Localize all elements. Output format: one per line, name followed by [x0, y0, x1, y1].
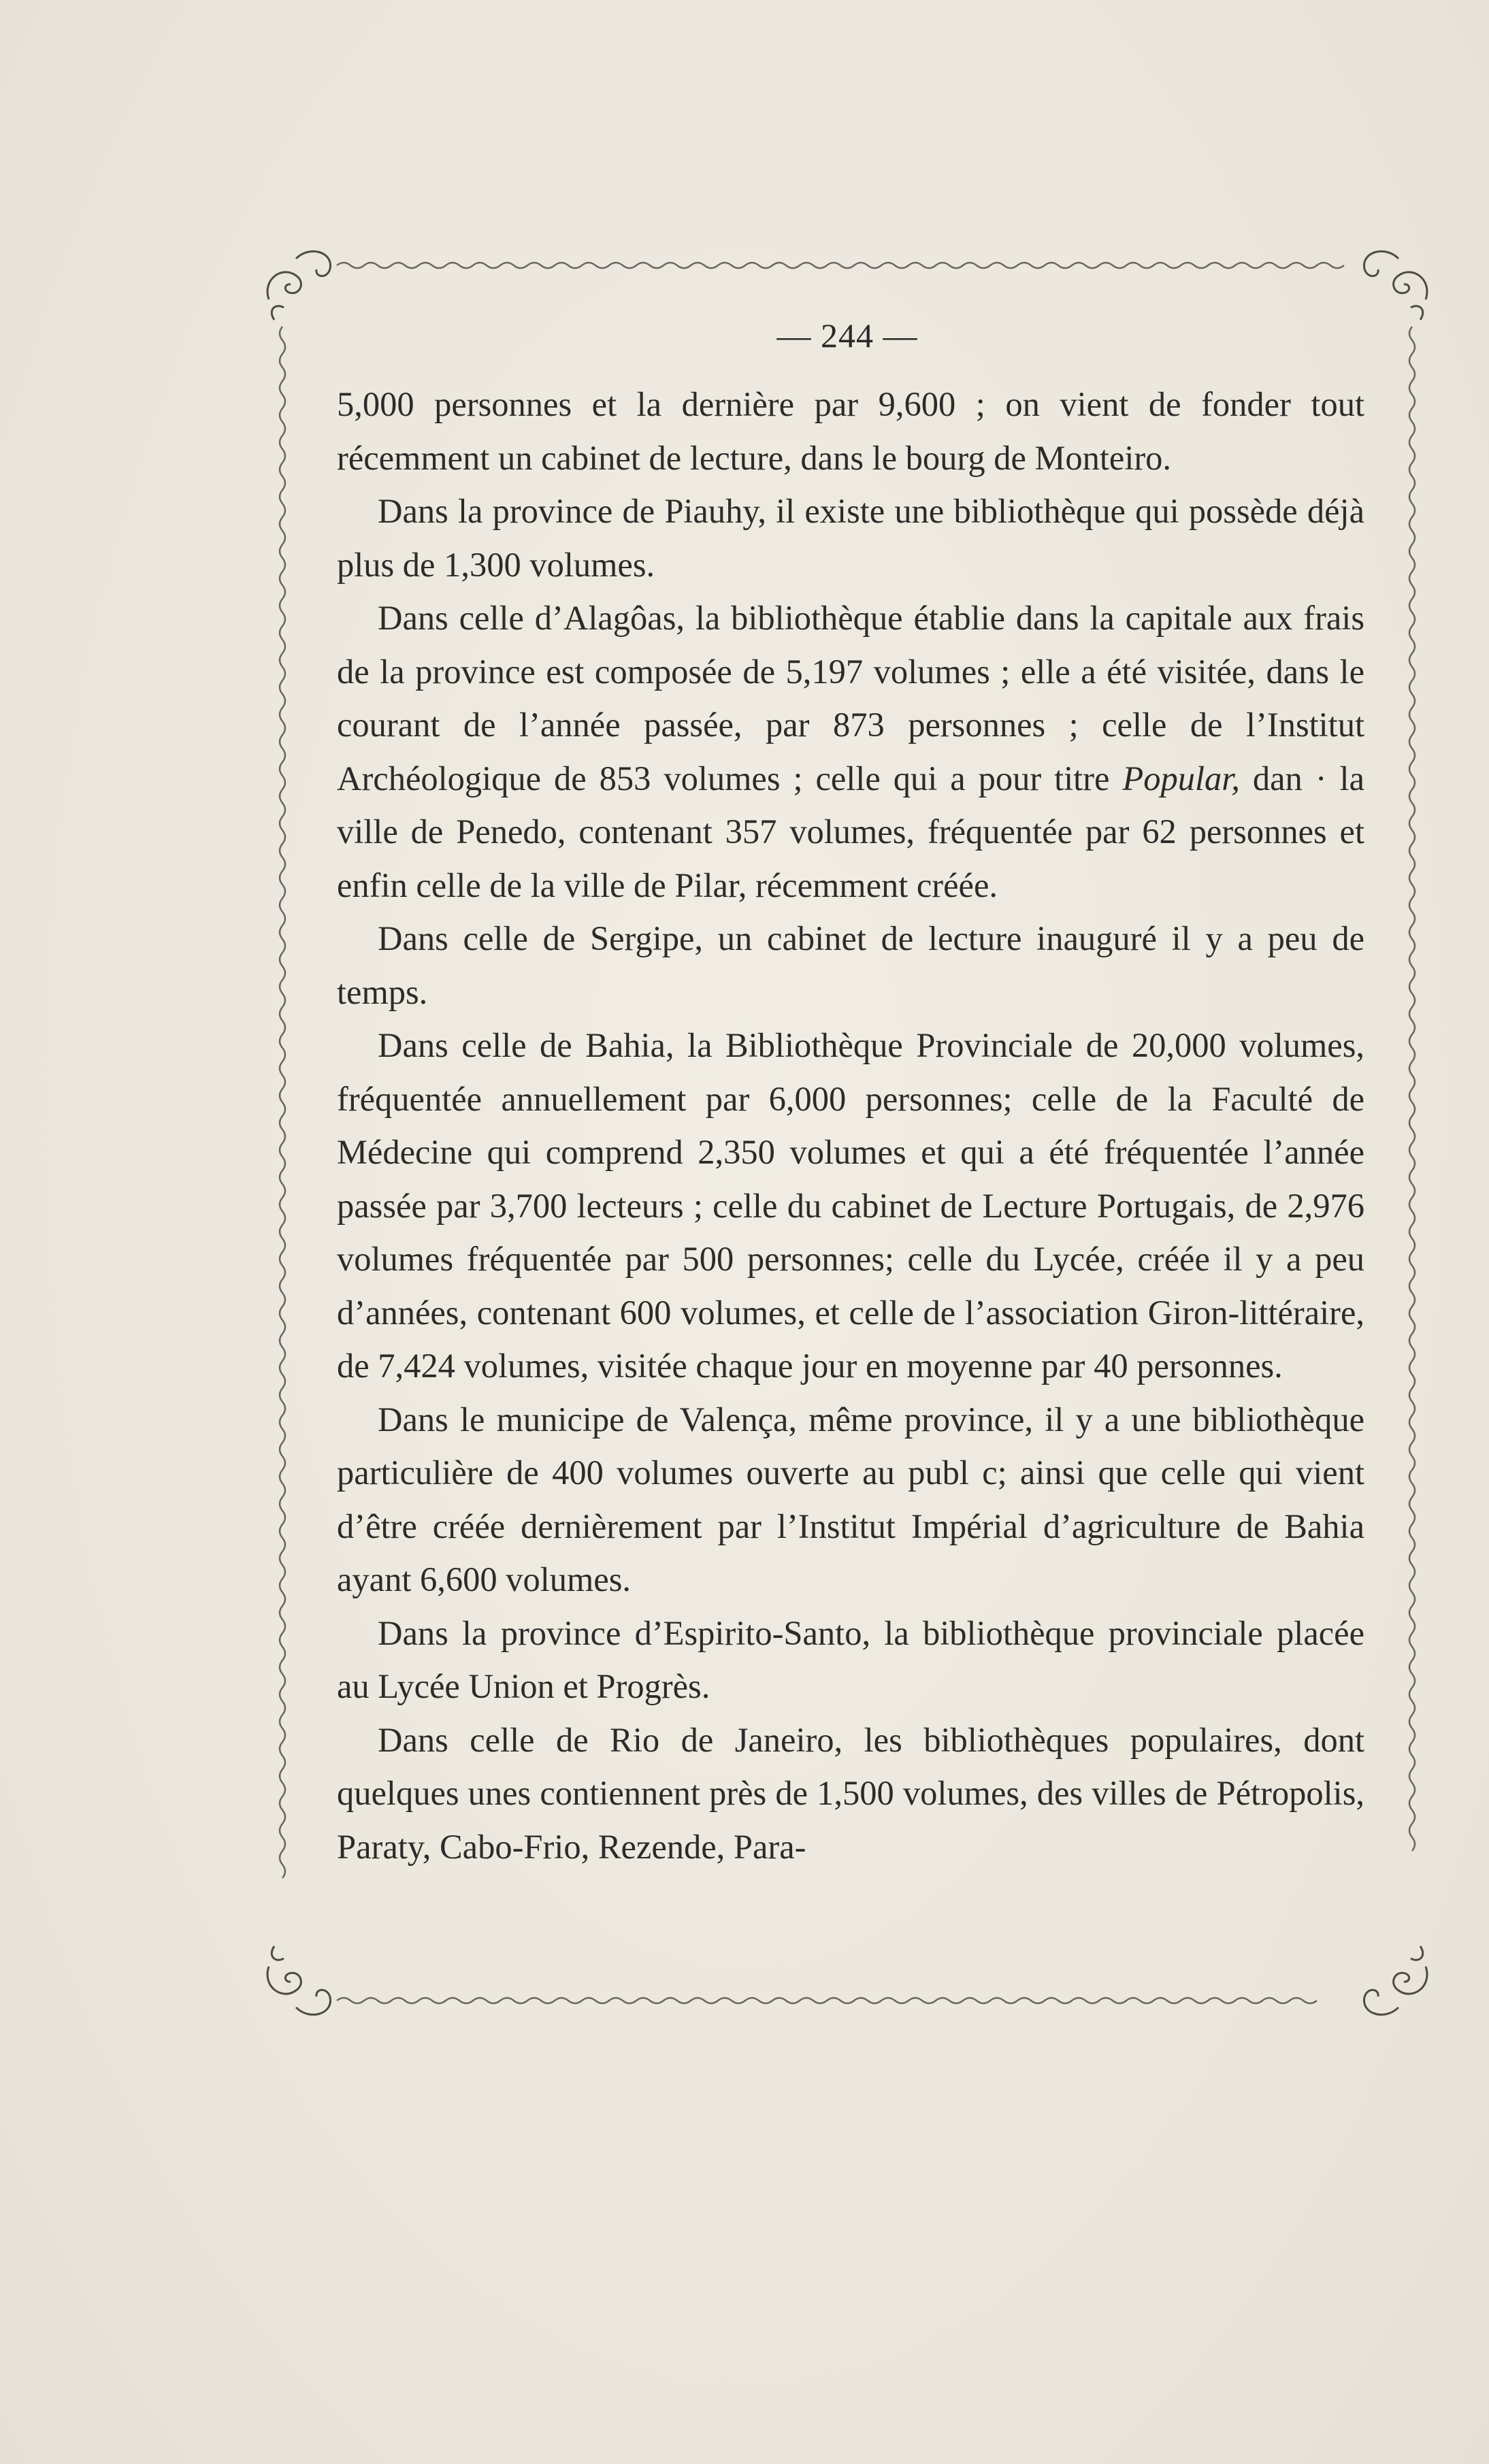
paragraph: Dans la province de Piauhy, il existe une bibliothèque qui possède déjà plus de 1,300 volumes. [337, 492, 1364, 584]
paragraph: 5,000 personnes et la dernière par 9,600 ; on vient de fonder tout récemment un cabinet de lecture, dans le bourg de Monteiro. [337, 385, 1364, 477]
paragraph: Dans la province d’Espirito-Santo, la bibliothèque provinciale placée au Lycée Union et Progrès. [337, 1613, 1364, 1705]
left-border-rule [280, 327, 285, 1878]
page-number: — 244 — [776, 316, 918, 355]
top-border-rule [337, 263, 1344, 268]
paragraph: Dans celle de Rio de Janeiro, les bibliothèques populaires, dont quelques unes contiennent près de 1,500 volumes, des villes de Pétropolis, Paraty, Cabo-Frio, Rezende, Para- [337, 1720, 1364, 1866]
paragraph: Dans celle de Sergipe, un cabinet de lecture inauguré il y a peu de temps. [337, 919, 1364, 1011]
paragraph-text: dan · la ville de Penedo, contenant 357 volumes, fréquentée par 62 personnes et enfin celle de la ville de Pilar, récemment créée. [337, 759, 1364, 904]
ornamental-frame [255, 238, 1439, 2028]
italic-title: Popular, [1122, 759, 1240, 798]
bottom-border-rule [337, 1998, 1317, 2003]
corner-ornament-bottom-right-icon [1364, 1946, 1427, 2015]
paragraph-text: Dans celle d’Alagôas, la bibliothèque établie dans la capitale aux frais de la province est composée de 5,197 volumes ; elle a été visitée, dans le courant de l’année passée, par 873 personnes ; celle de l’Institut Archéologique de 853 volumes ; celle qui a pour titre [337, 599, 1364, 798]
body-text [337, 378, 1364, 1873]
corner-ornament-top-left-icon [267, 251, 330, 320]
paragraph [337, 591, 1364, 912]
right-border-rule [1409, 327, 1415, 1851]
paragraph: Dans le municipe de Valença, même province, il y a une bibliothèque particulière de 400 volumes ouverte au publ c; ainsi que celle qui vient d’être créée dernièrement par l’Institut Impérial d’agriculture de Bahia ayant 6,600 volumes. [337, 1400, 1364, 1598]
corner-ornament-top-right-icon [1364, 251, 1427, 320]
paragraph: Dans celle de Bahia, la Bibliothèque Provinciale de 20,000 volumes, fréquentée annuellement par 6,000 personnes; celle de la Faculté de Médecine qui comprend 2,350 volumes et qui a été fréquentée l’année passée par 3,700 lecteurs ; celle du cabinet de Lecture Portugais, de 2,976 volumes fréquentée par 500 personnes; celle du Lycée, créée il y a peu d’années, contenant 600 volumes, et celle de l’association Giron-littéraire, de 7,424 volumes, visitée chaque jour en moyenne par 40 personnes. [337, 1026, 1364, 1385]
corner-ornament-bottom-left-icon [267, 1946, 330, 2015]
